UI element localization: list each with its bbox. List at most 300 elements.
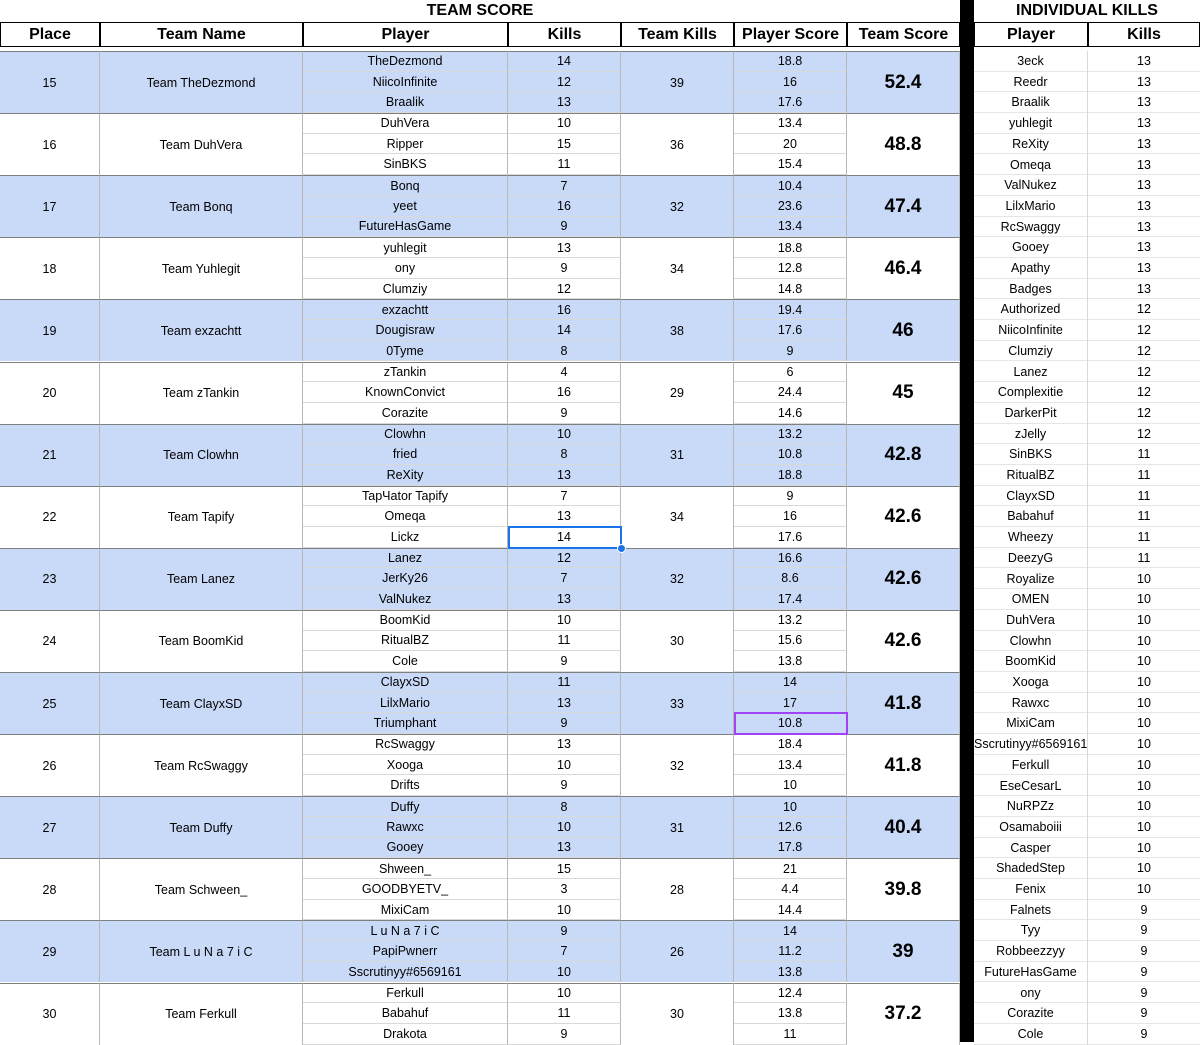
player-score-cell[interactable]: 13.8 [734,962,847,983]
player-kills-cell[interactable]: 8 [508,341,621,362]
ik-kills-cell[interactable]: 10 [1137,840,1151,855]
player-kills-cell[interactable]: 16 [508,382,621,403]
player-kills-cell[interactable]: 13 [508,506,621,527]
team-score-cell[interactable]: 42.8 [847,424,960,486]
ik-kills-cell[interactable]: 10 [1137,675,1151,689]
ik-player-cell[interactable]: Clowhn [974,631,1088,652]
ik-player-cell[interactable]: ValNukez [974,175,1088,196]
header-team-score[interactable]: Team Score [847,22,960,47]
ik-player-cell[interactable]: Authorized [974,299,1088,320]
player-name-cell[interactable]: ReXity [303,465,508,486]
player-name-cell[interactable]: RcSwaggy [303,734,508,755]
player-name-cell[interactable]: SinBKS [303,154,508,175]
player-name-cell[interactable]: MixiCam [303,900,508,921]
ik-player-cell[interactable]: Lanez [974,362,1088,383]
team-kills-cell[interactable]: 29 [621,362,734,424]
player-score-cell[interactable]: 12.6 [734,817,847,838]
player-name-cell[interactable]: DuhVera [303,113,508,134]
player-score-cell[interactable]: 17.4 [734,589,847,610]
player-name-cell[interactable]: Cole [303,651,508,672]
player-kills-cell[interactable]: 9 [508,775,621,796]
player-name-cell[interactable]: ValNukez [303,589,508,610]
player-name-cell[interactable]: Rawxc [303,817,508,838]
ik-kills-cell[interactable]: 10 [1137,571,1151,586]
ik-player-cell[interactable]: NiicoInfinite [974,320,1088,341]
ik-kills-cell[interactable]: 11 [1137,530,1151,545]
ik-kills-cell[interactable]: 13 [1137,95,1151,110]
ik-player-cell[interactable]: Fenix [974,879,1088,900]
player-score-cell[interactable]: 13.8 [734,1003,847,1024]
ik-player-cell[interactable]: NuRPZz [974,796,1088,817]
header-place[interactable]: Place [0,22,100,47]
ik-player-cell[interactable]: Corazite [974,1003,1088,1024]
player-kills-cell[interactable]: 7 [508,175,621,196]
player-name-cell[interactable]: zTankin [303,362,508,383]
ik-player-cell[interactable]: MixiCam [974,713,1088,734]
ik-kills-cell[interactable]: 9 [1140,902,1148,917]
ik-player-cell[interactable]: Reedr [974,72,1088,93]
ik-kills-cell[interactable]: 12 [1137,323,1151,338]
team-score-cell[interactable]: 42.6 [847,610,960,672]
player-kills-cell[interactable]: 11 [508,1003,621,1024]
ik-kills-cell[interactable]: 13 [1137,54,1151,68]
player-name-cell[interactable]: KnownConvict [303,382,508,403]
player-name-cell[interactable]: Braalik [303,92,508,113]
ik-kills-cell[interactable]: 10 [1137,695,1151,710]
team-kills-cell[interactable]: 34 [621,486,734,548]
ik-kills-cell[interactable]: 10 [1137,716,1151,731]
header-team-kills[interactable]: Team Kills [621,22,734,47]
player-name-cell[interactable]: NiicoInfinite [303,72,508,93]
ik-kills-cell[interactable]: 9 [1140,944,1148,959]
team-score-cell[interactable]: 41.8 [847,734,960,796]
player-name-cell[interactable]: ClayxSD [303,672,508,693]
ik-player-cell[interactable]: Clumziy [974,341,1088,362]
player-kills-cell[interactable]: 7 [508,486,621,507]
place-cell[interactable]: 25 [0,672,100,734]
player-name-cell[interactable]: Clowhn [303,424,508,445]
player-name-cell[interactable]: Triumphant [303,713,508,734]
team-score-cell[interactable]: 42.6 [847,548,960,610]
player-kills-cell[interactable]: 14 [508,320,621,341]
player-score-cell[interactable]: 16 [734,72,847,93]
player-kills-cell[interactable]: 9 [508,217,621,238]
ik-kills-cell[interactable]: 9 [1140,1006,1148,1021]
ik-kills-cell[interactable]: 10 [1137,654,1151,669]
ik-player-cell[interactable]: Apathy [974,258,1088,279]
ik-player-cell[interactable]: DeezyG [974,548,1088,569]
player-kills-cell[interactable]: 13 [508,734,621,755]
player-kills-cell[interactable]: 13 [508,838,621,859]
place-cell[interactable]: 29 [0,920,100,982]
ik-kills-cell[interactable]: 13 [1137,116,1151,131]
ik-kills-cell[interactable]: 11 [1137,488,1151,503]
player-name-cell[interactable]: 0Tyme [303,341,508,362]
ik-player-cell[interactable]: Robbeezzyy [974,941,1088,962]
place-cell[interactable]: 18 [0,237,100,299]
place-cell[interactable]: 21 [0,424,100,486]
team-name-cell[interactable]: Team Bonq [100,175,303,237]
ik-player-cell[interactable]: DarkerPit [974,403,1088,424]
ik-kills-cell[interactable]: 13 [1137,157,1151,172]
player-score-cell[interactable]: 21 [734,858,847,879]
player-score-cell[interactable]: 14.4 [734,900,847,921]
player-score-cell[interactable]: 8.6 [734,568,847,589]
place-cell[interactable]: 17 [0,175,100,237]
player-name-cell[interactable]: ony [303,258,508,279]
player-kills-cell[interactable]: 9 [508,403,621,424]
ik-kills-cell[interactable]: 9 [1140,964,1148,979]
place-cell[interactable]: 16 [0,113,100,175]
player-score-cell[interactable]: 12.4 [734,983,847,1004]
player-name-cell[interactable]: TapЧator Tapify [303,486,508,507]
player-score-cell[interactable]: 10.8 [734,713,847,734]
ik-kills-cell[interactable]: 11 [1137,509,1151,524]
player-score-cell[interactable]: 9 [734,486,847,507]
player-kills-cell[interactable]: 9 [508,713,621,734]
ik-header-player[interactable]: Player [974,22,1088,47]
ik-kills-cell[interactable]: 13 [1137,198,1151,213]
ik-header-kills[interactable]: Kills [1088,22,1200,47]
player-name-cell[interactable]: Clumziy [303,279,508,300]
ik-player-cell[interactable]: Falnets [974,900,1088,921]
player-name-cell[interactable]: Dougisraw [303,320,508,341]
ik-kills-cell[interactable]: 10 [1137,819,1151,834]
team-score-cell[interactable]: 45 [847,362,960,424]
player-kills-cell[interactable]: 3 [508,879,621,900]
player-score-cell[interactable]: 15.6 [734,631,847,652]
team-name-cell[interactable]: Team Ferkull [100,983,303,1045]
player-kills-cell[interactable]: 10 [508,755,621,776]
place-cell[interactable]: 20 [0,362,100,424]
ik-kills-cell[interactable]: 13 [1137,281,1151,296]
team-kills-cell[interactable]: 30 [621,983,734,1045]
player-score-cell[interactable]: 10.4 [734,175,847,196]
ik-kills-cell[interactable]: 13 [1137,74,1151,89]
player-name-cell[interactable]: Shween_ [303,858,508,879]
ik-player-cell[interactable]: Badges [974,279,1088,300]
team-score-cell[interactable]: 46 [847,299,960,361]
team-kills-cell[interactable]: 32 [621,548,734,610]
ik-player-cell[interactable]: Ferkull [974,755,1088,776]
player-score-cell[interactable]: 17 [734,693,847,714]
player-score-cell[interactable]: 11 [734,1024,847,1045]
player-name-cell[interactable]: Drakota [303,1024,508,1045]
player-score-cell[interactable]: 13.4 [734,755,847,776]
ik-kills-cell[interactable]: 10 [1137,612,1151,627]
team-score-cell[interactable]: 48.8 [847,113,960,175]
place-cell[interactable]: 24 [0,610,100,672]
player-kills-cell[interactable]: 13 [508,465,621,486]
team-score-cell[interactable]: 47.4 [847,175,960,237]
ik-player-cell[interactable]: Casper [974,838,1088,859]
team-kills-cell[interactable]: 32 [621,734,734,796]
player-score-cell[interactable]: 17.6 [734,527,847,548]
player-score-cell[interactable]: 18.8 [734,237,847,258]
player-name-cell[interactable]: Ferkull [303,983,508,1004]
player-name-cell[interactable]: RitualBZ [303,631,508,652]
player-score-cell[interactable]: 4.4 [734,879,847,900]
player-kills-cell[interactable]: 13 [508,693,621,714]
team-name-cell[interactable]: Team Yuhlegit [100,237,303,299]
player-kills-cell[interactable]: 9 [508,1024,621,1045]
player-kills-cell[interactable]: 12 [508,72,621,93]
player-kills-cell[interactable]: 15 [508,858,621,879]
ik-player-cell[interactable]: BoomKid [974,651,1088,672]
player-score-cell[interactable]: 24.4 [734,382,847,403]
team-kills-cell[interactable]: 32 [621,175,734,237]
ik-kills-cell[interactable]: 12 [1137,343,1151,358]
player-name-cell[interactable]: L u N a 7 i C [303,920,508,941]
player-kills-cell[interactable]: 10 [508,610,621,631]
team-name-cell[interactable]: Team Lanez [100,548,303,610]
team-name-cell[interactable]: Team BoomKid [100,610,303,672]
player-kills-cell[interactable]: 8 [508,444,621,465]
player-name-cell[interactable]: PapiPwnerr [303,941,508,962]
ik-player-cell[interactable]: Omeqa [974,155,1088,176]
ik-kills-cell[interactable]: 10 [1137,778,1151,793]
ik-player-cell[interactable]: Braalik [974,92,1088,113]
player-kills-cell[interactable]: 9 [508,258,621,279]
player-score-cell[interactable]: 10.8 [734,444,847,465]
player-name-cell[interactable]: Babahuf [303,1003,508,1024]
player-score-cell[interactable]: 23.6 [734,196,847,217]
ik-kills-cell[interactable]: 10 [1137,757,1151,772]
player-name-cell[interactable]: Sscrutinyy#6569161 [303,962,508,983]
header-player[interactable]: Player [303,22,508,47]
player-kills-cell[interactable]: 12 [508,548,621,569]
player-name-cell[interactable]: FutureHasGame [303,217,508,238]
ik-kills-cell[interactable]: 10 [1137,737,1151,752]
ik-kills-cell[interactable]: 10 [1137,592,1151,607]
player-kills-cell[interactable]: 8 [508,796,621,817]
player-score-cell[interactable]: 13.8 [734,651,847,672]
player-score-cell[interactable]: 12.8 [734,258,847,279]
active-cell-selection[interactable] [508,526,622,549]
ik-player-cell[interactable]: Babahuf [974,506,1088,527]
ik-kills-cell[interactable]: 12 [1137,426,1151,441]
player-name-cell[interactable]: Lanez [303,548,508,569]
team-kills-cell[interactable]: 33 [621,672,734,734]
player-kills-cell[interactable]: 9 [508,920,621,941]
ik-player-cell[interactable]: Sscrutinyy#6569161 [974,734,1088,755]
player-name-cell[interactable]: BoomKid [303,610,508,631]
player-score-cell[interactable]: 13.4 [734,113,847,134]
player-score-cell[interactable]: 6 [734,362,847,383]
ik-player-cell[interactable]: yuhlegit [974,113,1088,134]
player-name-cell[interactable]: JerKy26 [303,568,508,589]
player-score-cell[interactable]: 10 [734,775,847,796]
ik-player-cell[interactable]: Royalize [974,569,1088,590]
ik-player-cell[interactable]: Osamaboiii [974,817,1088,838]
ik-player-cell[interactable]: FutureHasGame [974,962,1088,983]
ik-player-cell[interactable]: Tyy [974,920,1088,941]
team-score-cell[interactable]: 37.2 [847,983,960,1045]
player-kills-cell[interactable]: 10 [508,983,621,1004]
ik-kills-cell[interactable]: 10 [1137,633,1151,648]
player-name-cell[interactable]: Lickz [303,527,508,548]
ik-kills-cell[interactable]: 12 [1137,364,1151,379]
ik-player-cell[interactable]: RitualBZ [974,465,1088,486]
header-player-score[interactable]: Player Score [734,22,847,47]
team-name-cell[interactable]: Team Clowhn [100,424,303,486]
player-score-cell[interactable]: 13.2 [734,610,847,631]
player-kills-cell[interactable]: 7 [508,568,621,589]
fill-handle[interactable] [617,544,626,553]
place-cell[interactable]: 23 [0,548,100,610]
ik-player-cell[interactable]: Cole [974,1024,1088,1045]
ik-player-cell[interactable]: SinBKS [974,444,1088,465]
player-score-cell[interactable]: 13.4 [734,217,847,238]
player-name-cell[interactable]: Gooey [303,838,508,859]
team-kills-cell[interactable]: 38 [621,299,734,361]
player-kills-cell[interactable]: 10 [508,962,621,983]
ik-kills-cell[interactable]: 12 [1137,302,1151,317]
player-kills-cell[interactable]: 13 [508,589,621,610]
player-name-cell[interactable]: Drifts [303,775,508,796]
player-kills-cell[interactable]: 10 [508,113,621,134]
place-cell[interactable]: 26 [0,734,100,796]
ik-kills-cell[interactable]: 13 [1137,240,1151,255]
player-name-cell[interactable]: exzachtt [303,299,508,320]
ik-kills-cell[interactable]: 13 [1137,219,1151,234]
ik-kills-cell[interactable]: 13 [1137,136,1151,151]
ik-player-cell[interactable]: DuhVera [974,610,1088,631]
place-cell[interactable]: 15 [0,51,100,113]
player-score-cell[interactable]: 14 [734,920,847,941]
team-score-cell[interactable]: 52.4 [847,51,960,113]
player-kills-cell[interactable]: 14 [508,51,621,72]
ik-player-cell[interactable]: zJelly [974,424,1088,445]
ik-kills-cell[interactable]: 11 [1137,550,1151,565]
ik-player-cell[interactable]: LilxMario [974,196,1088,217]
player-name-cell[interactable]: yuhlegit [303,237,508,258]
player-name-cell[interactable]: Bonq [303,175,508,196]
player-name-cell[interactable]: Ripper [303,134,508,155]
player-kills-cell[interactable]: 11 [508,672,621,693]
player-kills-cell[interactable]: 15 [508,134,621,155]
player-kills-cell[interactable]: 9 [508,651,621,672]
player-score-cell[interactable]: 16.6 [734,548,847,569]
header-kills[interactable]: Kills [508,22,621,47]
team-name-cell[interactable]: Team ClayxSD [100,672,303,734]
player-score-cell[interactable]: 18.8 [734,465,847,486]
team-kills-cell[interactable]: 39 [621,51,734,113]
team-score-cell[interactable]: 46.4 [847,237,960,299]
ik-player-cell[interactable]: ShadedStep [974,858,1088,879]
player-score-cell[interactable]: 18.4 [734,734,847,755]
ik-player-cell[interactable]: Gooey [974,237,1088,258]
player-score-cell[interactable]: 17.6 [734,320,847,341]
team-name-cell[interactable]: Team exzachtt [100,299,303,361]
player-name-cell[interactable]: GOODBYETV_ [303,879,508,900]
team-kills-cell[interactable]: 31 [621,424,734,486]
player-score-cell[interactable]: 20 [734,134,847,155]
team-kills-cell[interactable]: 26 [621,920,734,982]
place-cell[interactable]: 28 [0,858,100,920]
ik-kills-cell[interactable]: 12 [1137,405,1151,420]
team-name-cell[interactable]: Team Duffy [100,796,303,858]
player-kills-cell[interactable]: 10 [508,424,621,445]
player-score-cell[interactable]: 14.8 [734,279,847,300]
team-name-cell[interactable]: Team TheDezmond [100,51,303,113]
ik-kills-cell[interactable]: 9 [1140,923,1148,938]
team-score-cell[interactable]: 39.8 [847,858,960,920]
team-kills-cell[interactable]: 28 [621,858,734,920]
team-name-cell[interactable]: Team Tapify [100,486,303,548]
player-kills-cell[interactable]: 13 [508,92,621,113]
player-kills-cell[interactable]: 14 [508,527,621,548]
player-score-cell[interactable]: 19.4 [734,299,847,320]
team-score-cell[interactable]: 41.8 [847,672,960,734]
player-name-cell[interactable]: fried [303,444,508,465]
ik-player-cell[interactable]: RcSwaggy [974,217,1088,238]
player-kills-cell[interactable]: 11 [508,631,621,652]
place-cell[interactable]: 22 [0,486,100,548]
player-kills-cell[interactable]: 16 [508,196,621,217]
ik-kills-cell[interactable]: 10 [1137,861,1151,876]
player-score-cell[interactable]: 17.8 [734,838,847,859]
place-cell[interactable]: 19 [0,299,100,361]
ik-kills-cell[interactable]: 11 [1137,468,1151,482]
ik-kills-cell[interactable]: 12 [1137,385,1151,400]
team-kills-cell[interactable]: 31 [621,796,734,858]
ik-kills-cell[interactable]: 10 [1137,882,1151,896]
team-kills-cell[interactable]: 36 [621,113,734,175]
team-kills-cell[interactable]: 30 [621,610,734,672]
team-score-cell[interactable]: 42.6 [847,486,960,548]
player-score-cell[interactable]: 13.2 [734,424,847,445]
ik-player-cell[interactable]: 3eck [974,51,1088,72]
team-name-cell[interactable]: Team zTankin [100,362,303,424]
player-score-cell[interactable]: 14.6 [734,403,847,424]
team-name-cell[interactable]: Team DuhVera [100,113,303,175]
ik-kills-cell[interactable]: 13 [1137,178,1151,193]
ik-player-cell[interactable]: ony [974,983,1088,1004]
player-name-cell[interactable]: Corazite [303,403,508,424]
header-team-name[interactable]: Team Name [100,22,303,47]
ik-player-cell[interactable]: Complexitie [974,382,1088,403]
player-name-cell[interactable]: Duffy [303,796,508,817]
team-name-cell[interactable]: Team Schween_ [100,858,303,920]
player-score-cell[interactable]: 10 [734,796,847,817]
player-kills-cell[interactable]: 13 [508,237,621,258]
player-score-cell[interactable]: 16 [734,506,847,527]
ik-player-cell[interactable]: Rawxc [974,693,1088,714]
player-kills-cell[interactable]: 11 [508,154,621,175]
player-score-cell[interactable]: 14 [734,672,847,693]
ik-kills-cell[interactable]: 13 [1137,261,1151,275]
team-score-cell[interactable]: 40.4 [847,796,960,858]
player-score-cell[interactable]: 15.4 [734,154,847,175]
player-kills-cell[interactable]: 7 [508,941,621,962]
player-kills-cell[interactable]: 10 [508,817,621,838]
ik-kills-cell[interactable]: 11 [1137,447,1151,462]
player-score-cell[interactable]: 17.6 [734,92,847,113]
ik-player-cell[interactable]: ClayxSD [974,486,1088,507]
player-score-cell[interactable]: 9 [734,341,847,362]
player-kills-cell[interactable]: 4 [508,362,621,383]
player-name-cell[interactable]: TheDezmond [303,51,508,72]
player-score-cell[interactable]: 18.8 [734,51,847,72]
player-name-cell[interactable]: LilxMario [303,693,508,714]
player-kills-cell[interactable]: 16 [508,299,621,320]
player-kills-cell[interactable]: 12 [508,279,621,300]
place-cell[interactable]: 27 [0,796,100,858]
ik-player-cell[interactable]: ReXity [974,134,1088,155]
ik-kills-cell[interactable]: 9 [1140,1026,1148,1041]
ik-kills-cell[interactable]: 10 [1137,799,1151,814]
